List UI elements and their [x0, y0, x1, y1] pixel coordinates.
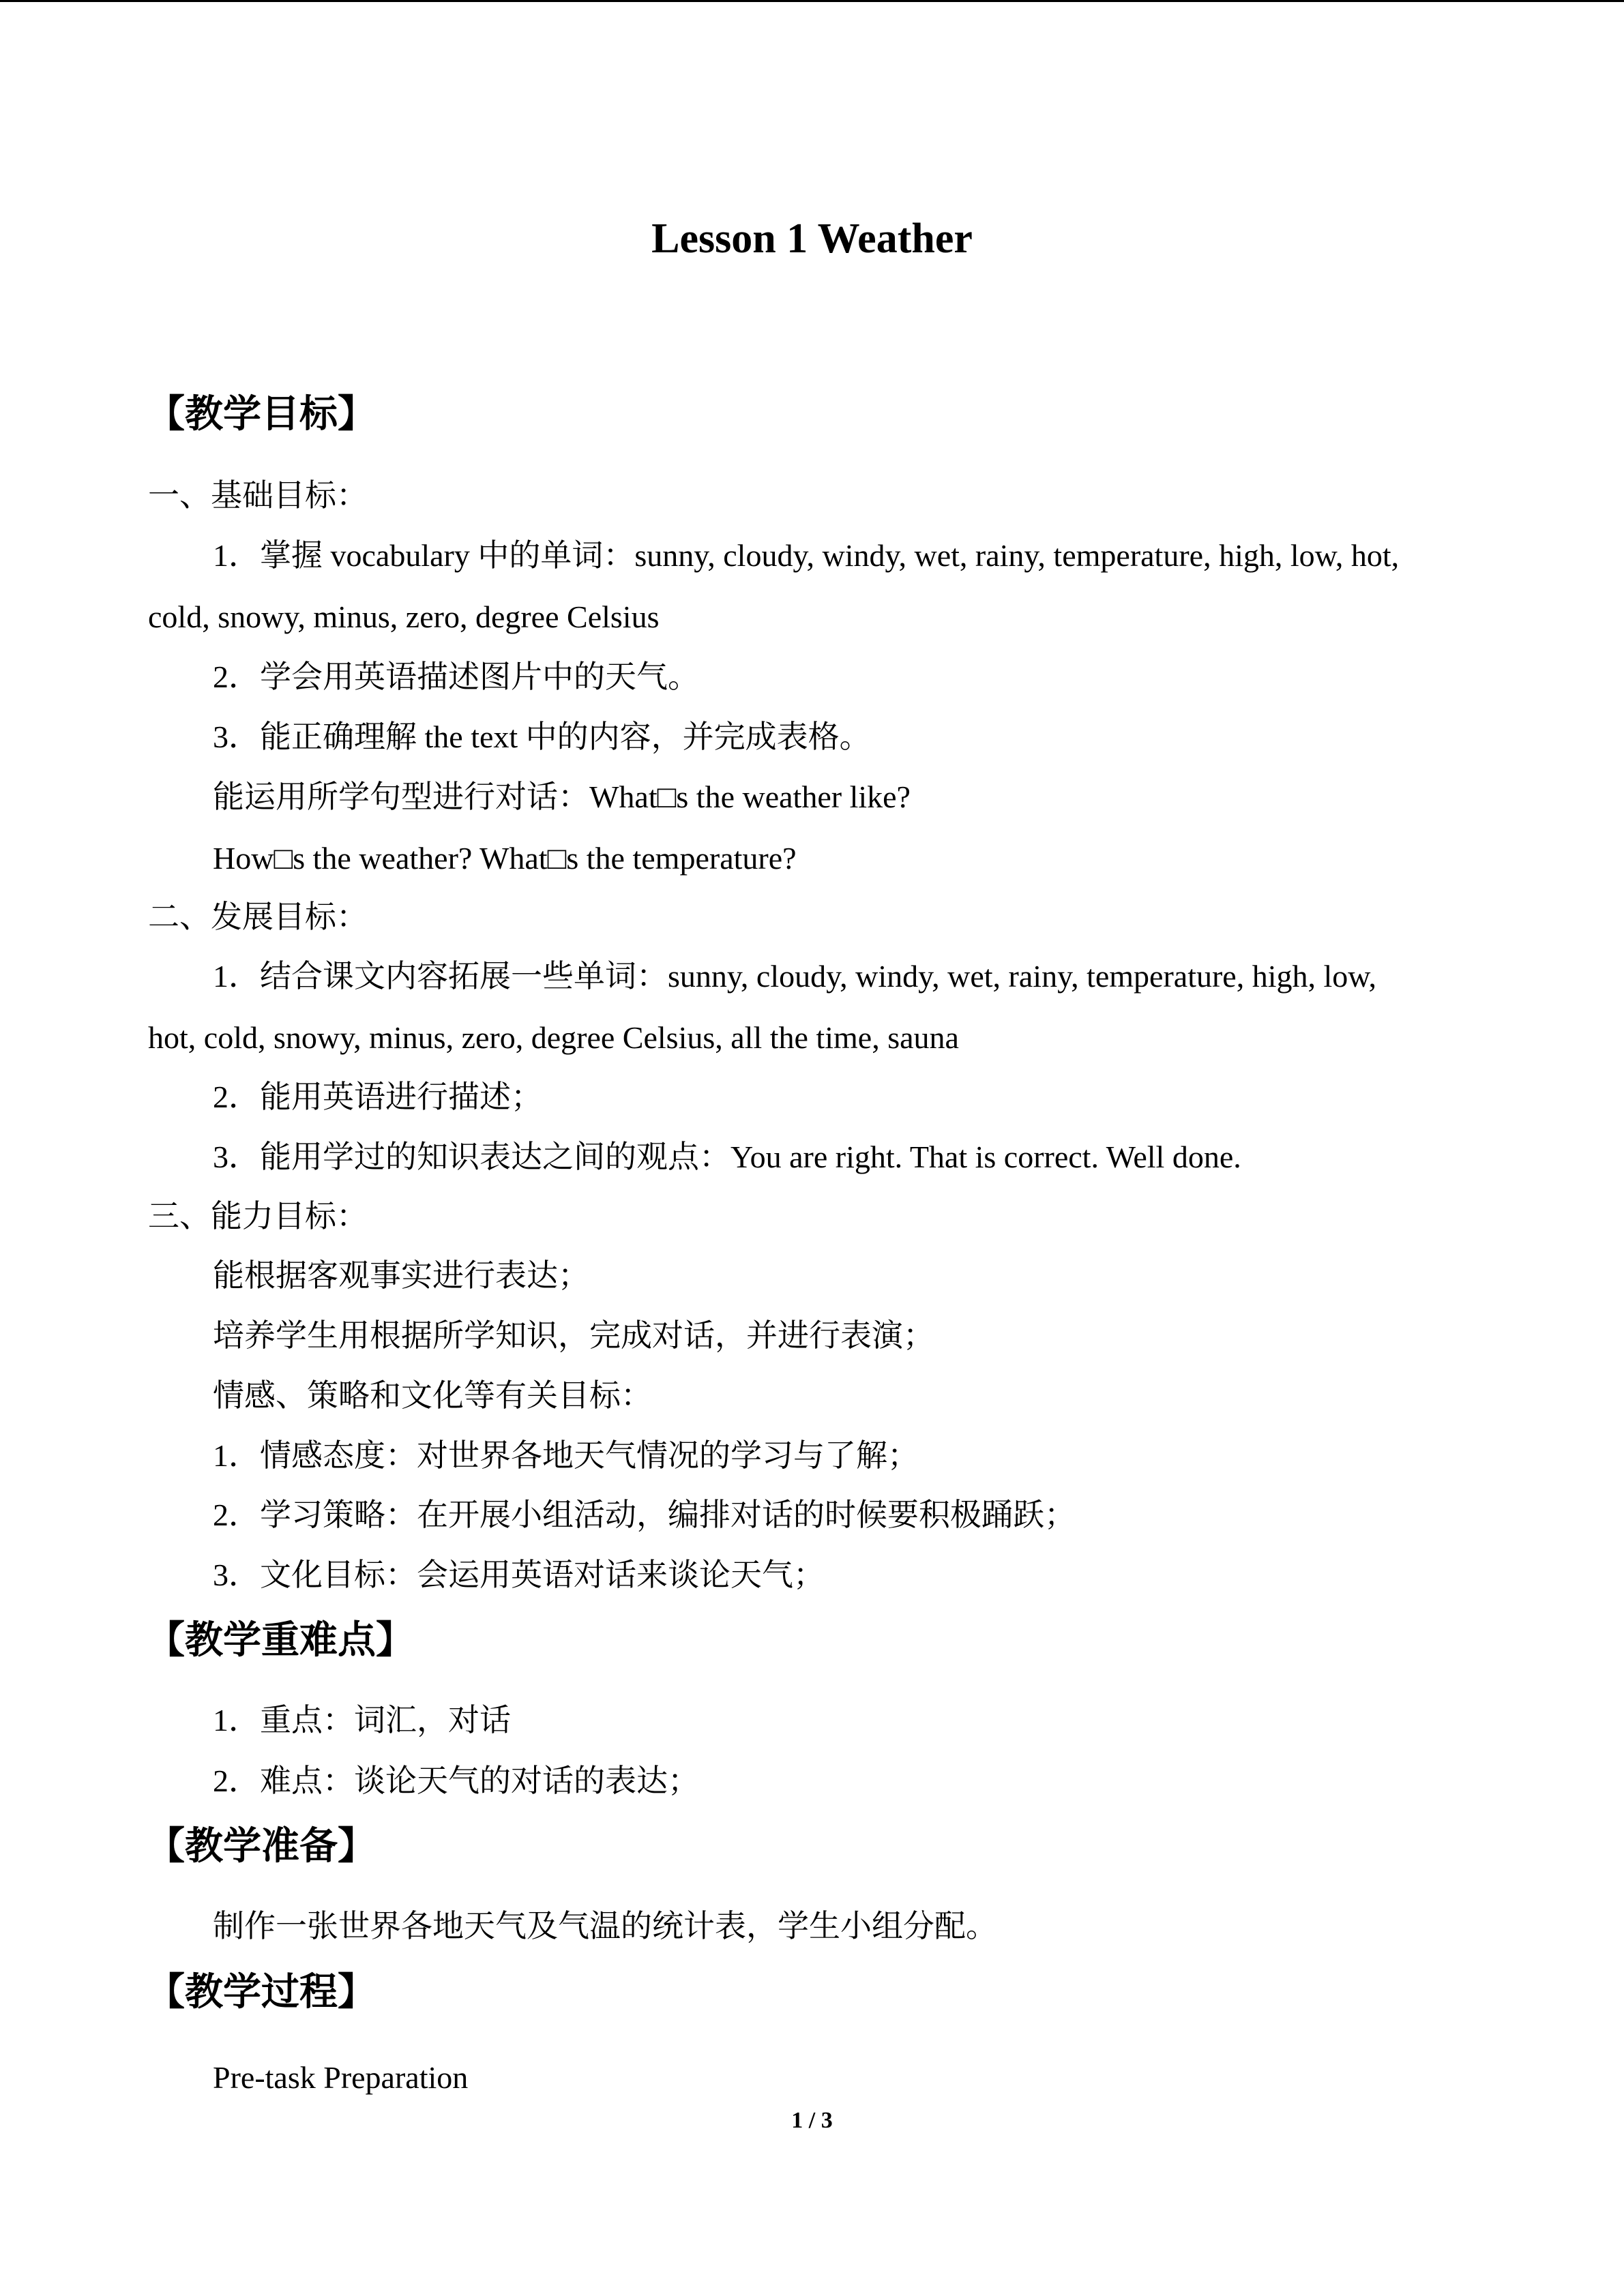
basic-objective-1-line-1: 1．掌握 vocabulary 中的单词：sunny, cloudy, windy, wet, rainy, temperature, high, low, hot,	[213, 538, 1400, 573]
basic-objectives-heading: 一、基础目标：	[148, 478, 368, 513]
key-point-1: 1．重点：词汇，对话	[213, 1703, 511, 1738]
develop-objective-1-line-2: hot, cold, snowy, minus, zero, degree Celsius, all the time, sauna	[148, 1020, 959, 1055]
section-heading-preparation: 【教学准备】	[147, 1824, 376, 1868]
key-point-2: 2．难点：谈论天气的对话的表达；	[213, 1763, 699, 1798]
basic-objective-2: 2．学会用英语描述图片中的天气。	[213, 659, 699, 694]
develop-objective-2: 2．能用英语进行描述；	[213, 1079, 542, 1114]
basic-objective-4-line-1: 能运用所学句型进行对话：What□s the weather like?	[213, 779, 911, 814]
section-heading-objectives: 【教学目标】	[147, 392, 376, 436]
develop-objectives-heading: 二、发展目标：	[148, 899, 368, 934]
ability-objective-6: 3．文化目标：会运用英语对话来谈论天气；	[213, 1557, 825, 1592]
ability-objectives-heading: 三、能力目标：	[148, 1199, 368, 1234]
document-title: Lesson 1 Weather	[651, 215, 973, 262]
page-number: 1 / 3	[791, 2108, 833, 2133]
ability-objective-4: 1．情感态度：对世界各地天气情况的学习与了解；	[213, 1438, 919, 1473]
develop-objective-3: 3．能用学过的知识表达之间的观点：You are right. That is correct. Well done.	[213, 1139, 1241, 1174]
ability-objective-1: 能根据客观事实进行表达；	[213, 1258, 589, 1293]
develop-objective-1-line-1: 1．结合课文内容拓展一些单词：sunny, cloudy, windy, wet, rainy, temperature, high, low,	[213, 959, 1377, 994]
basic-objective-3: 3．能正确理解 the text 中的内容，并完成表格。	[213, 719, 871, 754]
ability-objective-2: 培养学生用根据所学知识，完成对话，并进行表演；	[213, 1318, 934, 1353]
ability-objective-5: 2．学习策略：在开展小组活动，编排对话的时候要积极踊跃；	[213, 1497, 1076, 1532]
ability-objective-3: 情感、策略和文化等有关目标：	[213, 1378, 652, 1413]
basic-objective-4-line-2: How□s the weather? What□s the temperature?	[213, 841, 797, 876]
top-border-rule	[0, 0, 1624, 2]
preparation-text: 制作一张世界各地天气及气温的统计表，学生小组分配。	[213, 1909, 997, 1943]
section-heading-key-points: 【教学重难点】	[147, 1618, 414, 1663]
section-heading-process: 【教学过程】	[147, 1970, 376, 2014]
process-stage-1: Pre-task Preparation	[213, 2060, 469, 2095]
basic-objective-1-line-2: cold, snowy, minus, zero, degree Celsius	[148, 599, 660, 634]
